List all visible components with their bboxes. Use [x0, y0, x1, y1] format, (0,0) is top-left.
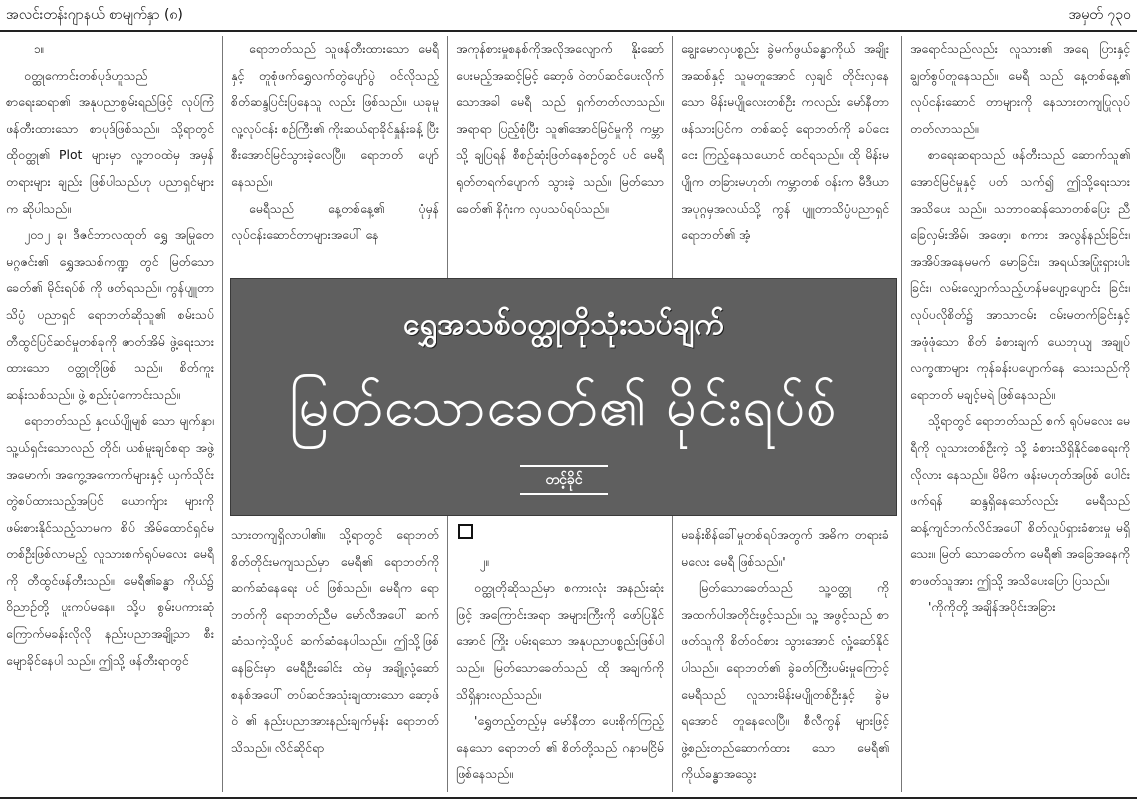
column-3-bottom [456, 522, 664, 792]
section-number-2: ၂။ [480, 554, 490, 569]
column-4-bottom [681, 522, 889, 792]
article-title: မြတ်သောခေတ်၏ မိုင်းရပ်စ် [289, 375, 838, 438]
column-rule [901, 36, 902, 792]
paragraph: စာရေးဆရာသည် ဖန်တီးသည် ဆောက်သူ၏ အောင်မြင်မှုနှင့် ပတ် သက်၍ ဤသို့ရေးသားအသိပေး သည်။ သဘာဝဆန်သောတစ်ပြေး ညီခြေလှမ်းအိမ်၊ အဖော့၊ စကား အလွန်နည်းခြင်း၊ အအိပ်အနေမမက် မောခြင်း၊ အရယ်အပြုံးရှားပါးခြင်း၊ လမ်းလျှောက်သည့်ဟန်မပျော့ပျောင်း ခြင်း၊ လုပ်ပလိုစိတ်၌ အာသာငမ်း ငမ်းမတက်ခြင်းနှင့် အဖုံဖုံသော စိတ် ခံစားချက် ယေဘုယျ အချုပ် လက္ခဏာများ ကုန်ခန်းပပျောက်နေ သေးသည်ကို ရောဘတ် မချင့်မရဲ ဖြစ်နေသည်။ [910, 147, 1130, 402]
square-icon [458, 524, 473, 539]
column-5 [910, 36, 1130, 792]
section-number-1: ၁။ [34, 42, 45, 56]
paragraph: ဝတ္ထုတိုဆိုသည်မှာ စကားလုံး အနည်းဆုံးဖြင့် အကြောင်းအရာ အများကြီးကို ဖော်ပြနိုင်အောင် ကြိုး ပမ်းရသော အနုပညာပစ္စည်းဖြစ်ပါ သည်။ မြတ်သောခေတ်သည် ထို အချက်ကို သိရှိနားလည်သည်။ [456, 580, 664, 702]
paragraph: ရောဘတ်သည် နှငယ်ပျိုမျစ် သော မျက်နှာ၊ သူ့ယ်ရှင်းသောလည် တိုင်၊ ယစ်မူးချင်စရာ အဖွဲ့အမောက်၊ အကွေ့အကောက်များနှင့် ယှက်သိုင်း တွဲစပ်ထားသည့်အပြင် ယောက်ျား များကို ဖမ်းစားနိုင်သည့်သာမက စိပ် အိမ်ထောင်ရှင်မတစ်ဦးဖြစ်လာမည့် လူသားစက်ရုပ်မလေး မေရီကို တီထွင်ဖန်တီးသည်။ မေရီ၏ခန္ဓာ ကိုယ်၌ ဝိညာဉ်တို့ ပူးကပ်မနေ။ သို့ပ စွမ်းပကားဆုံ ကြောက်မခန်းလိုလို နည်းပညာအချို့သာ စီးမျောခိုင်နေပါ သည်။ ဤသို့ ဖန်တီးရာတွင် [6, 413, 214, 668]
column-2-bottom [231, 522, 439, 792]
issue-number: အမှတ် ၇၃၀ [1068, 7, 1131, 23]
author-byline: တင့်ခိုင် [520, 465, 608, 495]
column-heading: ရွှေအသစ်ဝတ္ထုတိုသုံးသပ်ချက် [403, 307, 724, 342]
footer-rule [0, 797, 1137, 799]
paragraph: သို့ရာတွင် ရောဘတ်သည် စက် ရုပ်မလေး မေရီကို လူသားတစ်ဦးကဲ့ သို့ ခံစားသိရှိနိုင်စေရေးကို လိုလား နေသည်။ မိမိက ဖန်းမဟုတ်အဖြစ် ပေါင်းဖက်ရန် ဆန္ဒရှိနေသော်လည်း မေရီသည် ဆန့်ကျင်ဘက်လိင်အပေါ် စိတ်လှုပ်ရှားခံစားမှု မရှိသေး။ မြတ် သောခေတ်က မေရီ၏ အခြေအနေကို စာဖတ်သူအား ဤသို့ အသိပေးပြော ပြသည်။ [910, 413, 1130, 588]
paragraph: အကုန်စားမှုစနစ်ကိုအလိုအလျောက် နိုးဆော်ပေးမည့်အဆင့်မြင့် ဆော့ဖ် ဝဲတပ်ဆင်ပေးလိုက်သောအခါ မေရီ သည် ရှက်တတ်လာသည်။ အရာရာ ပြည့်စုံပြီး သူ၏အောင်မြင်မှုကို ကမ္ဘာ သို့ ချပြရန် စီစဉ်ဆုံးဖြတ်နေစဉ်တွင် ပင် မေရီ ရုတ်တရက်ပျောက် သွားခဲ့ သည်။ မြတ်သောခေတ်၏ နိဂုံးက လှပသပ်ရပ်သည်။ [456, 41, 664, 216]
paragraph: မခန်းစိန်ခေါ်မှုတစ်ရပ်အတွက် အဓိက တရားခံမလေး မေရီ ဖြစ်သည်။' [681, 527, 889, 569]
column-rule [222, 36, 223, 792]
column-4-top [681, 36, 889, 276]
page-header [0, 0, 1137, 30]
article-title-banner [230, 278, 897, 516]
paragraph: မြတ်သောခေတ်သည် သူ့ဝတ္ထု ကို အထက်ပါအတိုင်းဖွင့်သည်။ သူ့ အဖွင့်သည် စာဖတ်သူကို စိတ်ဝင်စား သွားအောင် လှုံ့ဆော်နိုင်ပါသည်။ ရောဘတ်၏ ခွဲခတ်ကြီးပမ်းမှုကြောင့် မေရီသည် လူသားမိန်းမပျိုတစ်ဦးနှင့် ခွဲမရအောင် တူနေလေပြီ။ စီလီကွန် များဖြင့် ဖွဲ့စည်းတည်ဆောက်ထား သော မေရီ၏ ကိုယ်ခန္ဓာအသွေး [681, 580, 889, 782]
section-divider [456, 522, 664, 549]
journal-title: အလင်းတန်းဂျာနယ် စာမျက်နှာ (၈) [6, 7, 183, 23]
column-1 [6, 36, 214, 792]
paragraph: ရောဘတ်သည် သူဖန်တီးထားသော မေရီနှင့် တူစုံဖက်ရွှေလက်တွဲပျော်ပွဲ ဝင်လိုသည့် စိတ်ဆန္ဒပြင်းပြနေသူ လည်း ဖြစ်သည်။ ယခုမူ လူ့လုပ်ငန်း စဉ်ကြီး၏ ကိုးဆယ်ရာခိုင်နှုန်းခန့် ပြီး စီးအောင်မြင်သွားခဲ့လေပြီ။ ရောဘတ် ပျော်နေသည်။ [231, 41, 439, 189]
column-2-top [231, 36, 439, 276]
paragraph: 'ကိုကိုတို့ အချိန်အပိုင်းအခြား [928, 599, 1056, 615]
paragraph: မေရီသည် နေ့တစ်နေ့၏ ပုံမှန် လုပ်ငန်းဆောင်တာများအပေါ် နေ [231, 200, 439, 243]
paragraph: ချွေးမောလှပစ္စည်း ခွဲမက်ဖွယ်ခန္ဓာကိုယ် အချိုးအဆစ်နှင့် သူမတူအောင် လှချင် တိုင်းလှနေသော မိန်းမပျိုလေးတစ်ဦး ကလည်း မော်နီတာဖန်သားပြင်က တစ်ဆင့် ရောဘတ်ကို ခပ်ငေးငေး ကြည့်နေသယောင် ထင်ရသည်။ ထို မိန်းမပျိုက တခြားမဟုတ်၊ ကမ္ဘာတစ် ဝန်းက မီဒီယာအပုဂ္ဂမှအလယ်သို့ ကွန် ပျူတာသိပ္ပံပညာရှင် ရောဘတ်၏ အံ့ [681, 41, 889, 243]
paragraph: ဝတ္ထုကောင်းတစ်ပုဒ်ဟူသည် စာရေးဆရာ၏ အနုပညာစွမ်းရည်ဖြင့် လုပ်ကြံဖန်တီးထားသော စာပုဒ်ဖြစ်သည်။ သို့ရာတွင် ထိုဝတ္ထု၏ Plot များမှာ လူ့ဘဝထဲမှ အမှန်တရားများ ချည်း ဖြစ်ပါသည်ဟု ပညာရှင်များက ဆိုပါသည်။ [6, 67, 214, 216]
header-rule [0, 30, 1137, 32]
paragraph: သားတကျရှိလာပါ၏။ သို့ရာတွင် ရောဘတ် စိတ်တိုင်းမကျသည်မှာ မေရီ၏ ရောဘတ်ကို ဆက်ဆံနေရေး ပင် ဖြစ်သည်။ မေရီက ရောဘတ်ကို ရောဘတ်ညီမ မော်လီအပေါ် ဆက် ဆံသကဲ့သို့ပင် ဆက်ဆံနေပါသည်။ ဤသို့ဖြစ်နေခြင်းမှာ မေရီဦးခေါင်း ထဲမှ အချို့လုံ့ဆော်စနစ်အပေါ် တပ်ဆင်အသုံးချထားသော ဆော့ဖ်ဝဲ ၏ နည်းပညာအားနည်းချက်မှန်း ရောဘတ် သိသည်။ လိင်ဆိုင်ရာ [231, 527, 439, 755]
column-3-top [456, 36, 664, 276]
paragraph: 'ရွှေတည့်တည့်မှ မော်နီတာ ပေးစိုက်ကြည့်နေသော ရောဘတ် ၏ စိတ်တို့သည် ဂနာမငြိမ်ဖြစ်နေသည်။ [456, 713, 664, 782]
paragraph: ၂၀၁၂ ခု၊ ဒီဇင်ဘာလထုတ် ရွှေ အမြုတေမဂ္ဂဇင်း၏ ရွှေအသစ်ကဏ္ဍ တွင် မြတ်သောခေတ်၏ မိုင်းရပ်စ် ကို ဖတ်ရသည်။ ကွန်ပျူတာသိပ္ပံ ပညာရှင် ရောဘတ်ဆိုသူ၏ စမ်းသပ် တီထွင်ပြင်ဆင်မှုတစ်ခုကို ဇာတ်အိမ် ဖွဲ့ရေးသားထားသော ဝတ္ထုတိုဖြစ် သည်။ စိတ်ကူးဆန်းသစ်သည်။ ဖွဲ့ စည်းပုံကောင်းသည်။ [6, 227, 214, 402]
paragraph: အရောင်သည်လည်း လူသား၏ အရေ ပြားနှင့် ချွတ်စွပ်တူနေသည်။ မေရီ သည် နေ့တစ်နေ့၏ လုပ်ငန်းဆောင် တာများကို နေသားတကျပြုလုပ် တတ်လာသည်။ [910, 41, 1130, 136]
